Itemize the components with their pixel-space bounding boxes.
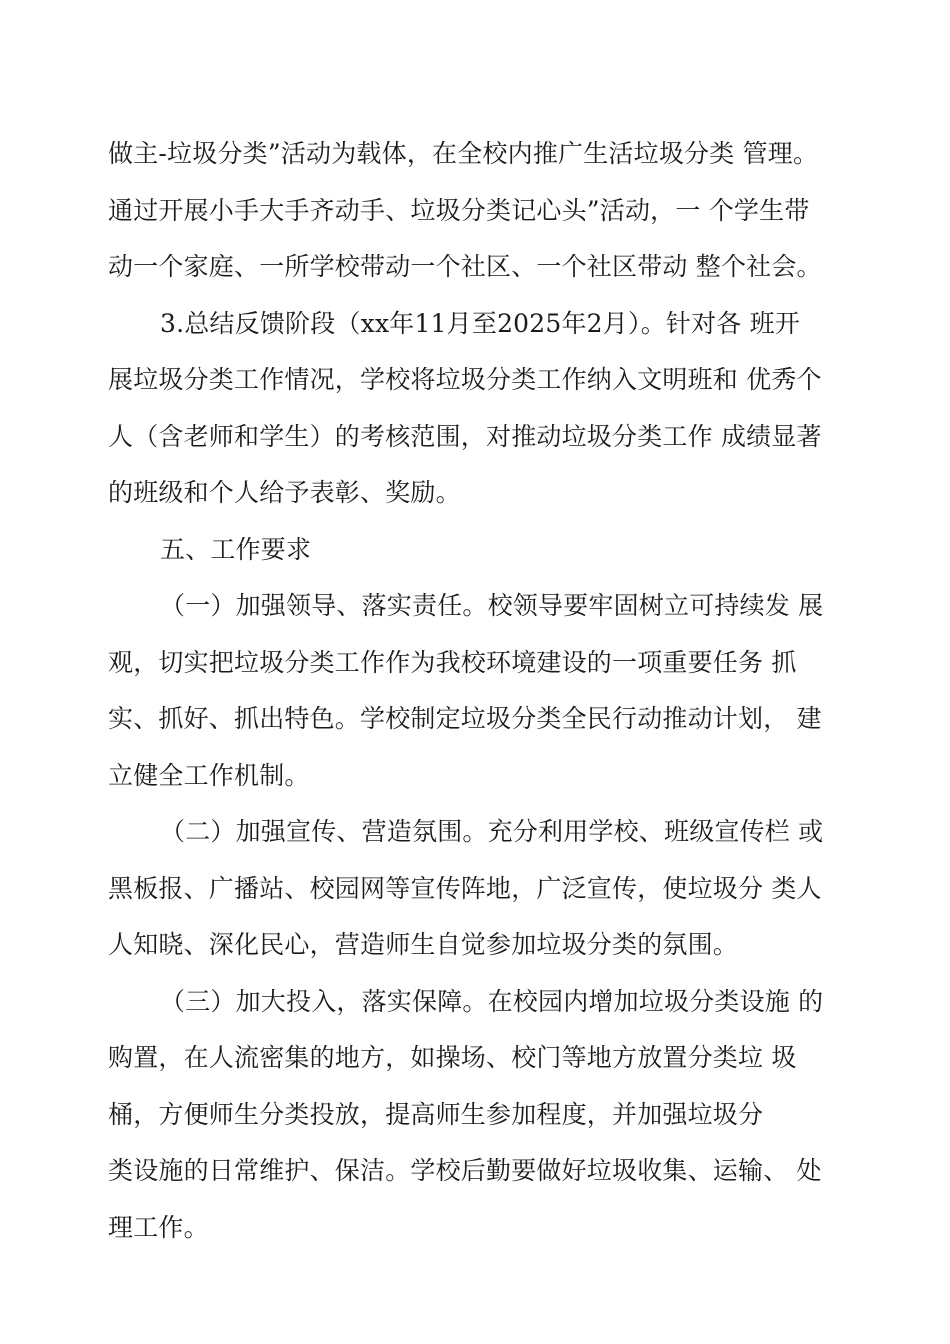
paragraph-line: 的班级和个人给予表彰、奖励。: [108, 478, 461, 507]
paragraph-line: 购置，在人流密集的地方，如操场、校门等地方放置分类垃 圾: [108, 1043, 797, 1072]
paragraph-line: 通过开展小手大手齐动手、垃圾分类记心头”活动，一 个学生带: [108, 196, 810, 225]
paragraph-line: 人（含老师和学生）的考核范围，对推动垃圾分类工作 成绩显著: [108, 422, 822, 451]
subsection-1-line: （一）加强领导、落实责任。校领导要牢固树立可持续发 展: [160, 591, 824, 620]
paragraph-line: 实、抓好、抓出特色。学校制定垃圾分类全民行动推动计划， 建: [108, 704, 822, 733]
section-item-3: 3.总结反馈阶段（xx年11月至2025年2月）。针对各 班开: [160, 309, 801, 338]
paragraph-line: 黑板报、广播站、校园网等宣传阵地，广泛宣传，使垃圾分 类人: [108, 874, 822, 903]
paragraph-line: 立健全工作机制。: [108, 761, 310, 790]
paragraph-line: 理工作。: [108, 1213, 209, 1242]
subsection-2-line: （二）加强宣传、营造氛围。充分利用学校、班级宣传栏 或: [160, 817, 824, 846]
paragraph-line: 展垃圾分类工作情况，学校将垃圾分类工作纳入文明班和 优秀个: [108, 365, 822, 394]
section-heading: 五、工作要求: [160, 535, 312, 564]
subsection-3-line: （三）加大投入，落实保障。在校园内增加垃圾分类设施 的: [160, 987, 824, 1016]
paragraph-line: 动一个家庭、一所学校带动一个社区、一个社区带动 整个社会。: [108, 252, 822, 281]
paragraph-line: 桶，方便师生分类投放，提高师生参加程度，并加强垃圾分: [108, 1100, 764, 1129]
paragraph-line: 做主-垃圾分类”活动为载体，在全校内推广生活垃圾分类 管理。: [108, 139, 819, 168]
paragraph-line: 观，切实把垃圾分类工作作为我校环境建设的一项重要任务 抓: [108, 648, 797, 677]
paragraph-line: 类设施的日常维护、保洁。学校后勤要做好垃圾收集、运输、 处: [108, 1156, 822, 1185]
paragraph-line: 人知晓、深化民心，营造师生自觉参加垃圾分类的氛围。: [108, 930, 739, 959]
